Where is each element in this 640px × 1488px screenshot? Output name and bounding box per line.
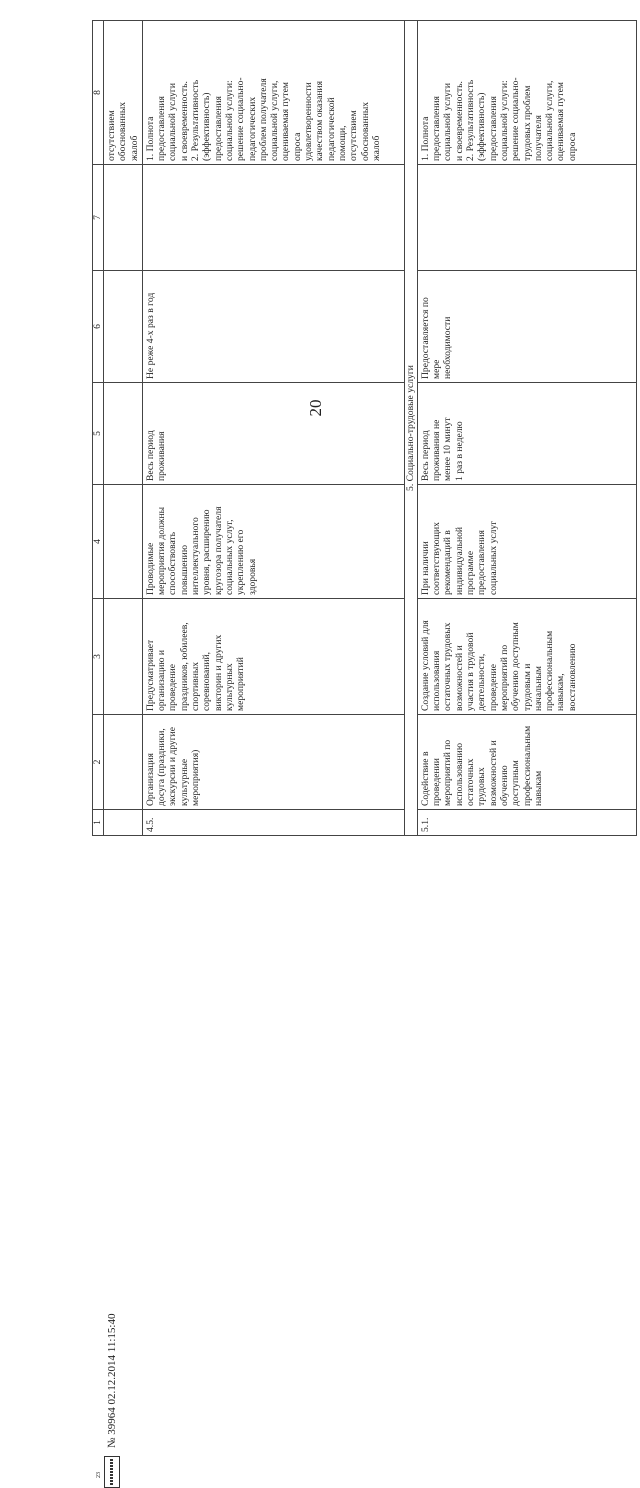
service-name-cell: Организация досуга (праздники, экскурсии и другие культурные мероприятия) xyxy=(142,715,404,810)
period-cell: Весь период проживания не менее 10 минут 1 раз в неделю xyxy=(417,383,636,485)
services-table-rotated xyxy=(92,21,637,836)
registration-number: № 39964 02.12.2014 11:15:40 xyxy=(106,1313,118,1448)
registration-stamp-icon xyxy=(96,1456,120,1488)
quality-indicators-cell: 1. Полнота предоставления социальной услуги и своевременность. 2. Результативность (эффективность) предоставления социальной услуги: решение социально- педагогических проблем получателя социальной услуги, оцениваемая путем опроса удовлетворенности качеством оказания педагогической помощи, отсутствием обоснованных жалоб xyxy=(142,21,404,165)
column-number-cell: 7 xyxy=(93,165,104,271)
service-name-cell: Содействие в проведении мероприятий по использованию остаточных трудовых возможностей и обучению доступным профессиональным навыкам xyxy=(417,715,636,810)
column-number-cell: 4 xyxy=(93,485,104,599)
column-number-cell: 3 xyxy=(93,599,104,715)
table-cell xyxy=(142,165,404,271)
table-cell xyxy=(104,485,143,599)
services-table xyxy=(92,20,637,836)
table-cell: отсутствием обоснованных жалоб xyxy=(104,21,143,165)
frequency-cell: Не реже 4-х раз в год xyxy=(142,271,404,383)
table-cell xyxy=(104,599,143,715)
stamp-number: 23 xyxy=(96,1472,102,1478)
conditions-cell: При наличии соответствующих рекомендаций в индивидуальной программе предоставления социальных услуг xyxy=(417,485,636,599)
service-description-cell: Создание условий для использования остаточных трудовых возможностей и участия в трудовой деятельности, проведение мероприятий по обучению доступным трудовым и начальным профессиональным навыкам, восстановлению xyxy=(417,599,636,715)
column-number-cell: 6 xyxy=(93,271,104,383)
conditions-cell: Проводимые мероприятия должны способствовать повышению интеллектуального уровня, расширению кругозора получателя социальных услуг, укреплению его здоровья xyxy=(142,485,404,599)
table-cell xyxy=(104,383,143,485)
table-cell xyxy=(104,810,143,836)
table-row-continuation xyxy=(104,21,143,836)
column-number-cell: 5 xyxy=(93,383,104,485)
column-number-cell: 2 xyxy=(93,715,104,810)
section-row xyxy=(404,21,417,836)
table-cell xyxy=(104,271,143,383)
service-description-cell: Предусматривает организацию и проведение праздников, юбилеев, спортивных соревнований, викторин и других культурных мероприятий xyxy=(142,599,404,715)
table-cell xyxy=(104,165,143,271)
table-row-4-5 xyxy=(142,21,404,836)
table-cell xyxy=(104,715,143,810)
page-number: 20 xyxy=(306,399,325,417)
quality-indicators-cell: 1. Полнота предоставления социальной услуги и своевременность. 2. Результативность (эффективность) предоставления социальной услуги: решение социально- трудовых проблем получателя социальной услуги, оцениваемая путем опроса xyxy=(417,21,636,165)
section-heading: 5. Социально-трудовые услуги xyxy=(404,21,417,836)
table-row-5-1 xyxy=(417,21,636,836)
registration-footer xyxy=(96,1188,123,1488)
period-cell: Весь период проживания xyxy=(142,383,404,485)
table-cell xyxy=(417,165,636,271)
row-number-cell: 5.1. xyxy=(417,810,636,836)
column-number-cell: 1 xyxy=(93,810,104,836)
row-number-cell: 4.5. xyxy=(142,810,404,836)
column-number-cell: 8 xyxy=(93,21,104,165)
table-header-row xyxy=(93,21,104,836)
frequency-cell: Предоставляется по мере необходимости xyxy=(417,271,636,383)
